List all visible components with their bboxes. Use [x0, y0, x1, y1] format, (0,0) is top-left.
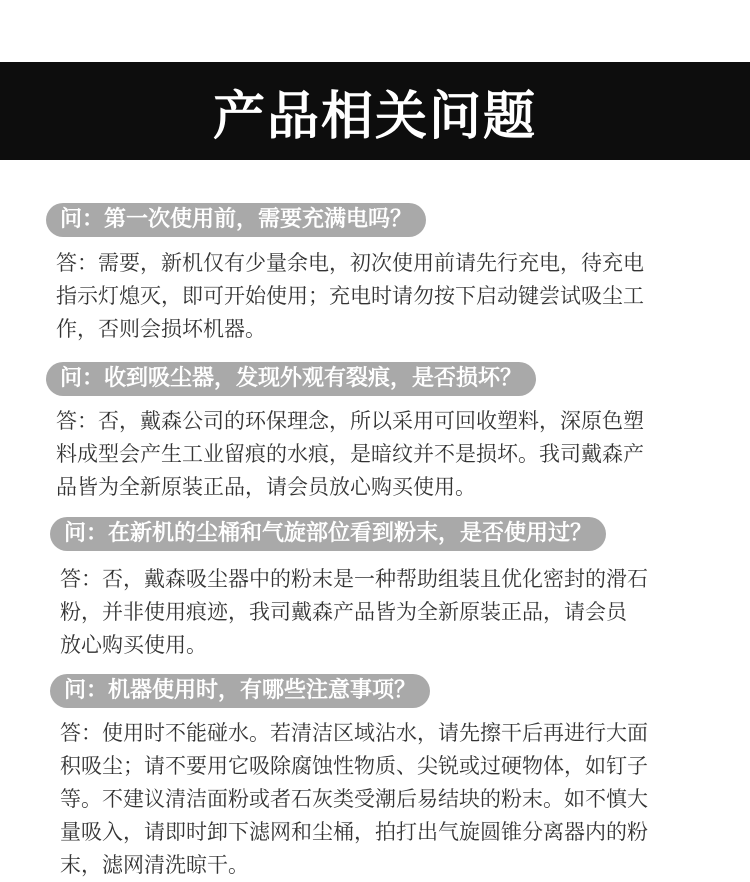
answer-line: 作，否则会损坏机器。	[56, 317, 266, 341]
answer-line: 末，滤网清洗晾干。	[60, 853, 249, 877]
faq-question-1: 问：第一次使用前，需要充满电吗？	[46, 203, 426, 237]
faq-question-2: 问：收到吸尘器，发现外观有裂痕，是否损坏？	[46, 362, 536, 396]
answer-line: 量吸入，请即时卸下滤网和尘桶，拍打出气旋圆锥分离器内的粉	[60, 820, 648, 844]
faq-answer-4	[60, 717, 648, 882]
faq-answer-2	[56, 405, 644, 504]
answer-line: 品皆为全新原装正品，请会员放心购买使用。	[56, 475, 476, 499]
header-banner	[0, 62, 750, 160]
faq-answer-3	[60, 563, 648, 662]
answer-line: 指示灯熄灭，即可开始使用；充电时请勿按下启动键尝试吸尘工	[56, 284, 644, 308]
faq-question-3: 问：在新机的尘桶和气旋部位看到粉末，是否使用过？	[50, 517, 606, 551]
faq-answer-1	[56, 247, 644, 346]
answer-line: 料成型会产生工业留痕的水痕，是暗纹并不是损坏。我司戴森产	[56, 442, 644, 466]
answer-line: 答：否，戴森吸尘器中的粉末是一种帮助组装且优化密封的滑石	[60, 567, 648, 591]
page-title: 产品相关问题	[212, 86, 537, 147]
faq-question-4: 问：机器使用时，有哪些注意事项？	[50, 674, 430, 708]
answer-line: 答：使用时不能碰水。若清洁区域沾水，请先擦干后再进行大面	[60, 721, 648, 745]
answer-line: 答：否，戴森公司的环保理念，所以采用可回收塑料，深原色塑	[56, 409, 644, 433]
answer-line: 粉，并非使用痕迹，我司戴森产品皆为全新原装正品，请会员	[60, 600, 627, 624]
answer-line: 等。不建议清洁面粉或者石灰类受潮后易结块的粉末。如不慎大	[60, 787, 648, 811]
answer-line: 答：需要，新机仅有少量余电，初次使用前请先行充电，待充电	[56, 251, 644, 275]
answer-line: 放心购买使用。	[60, 633, 207, 657]
answer-line: 积吸尘；请不要用它吸除腐蚀性物质、尖锐或过硬物体，如钉子	[60, 754, 648, 778]
